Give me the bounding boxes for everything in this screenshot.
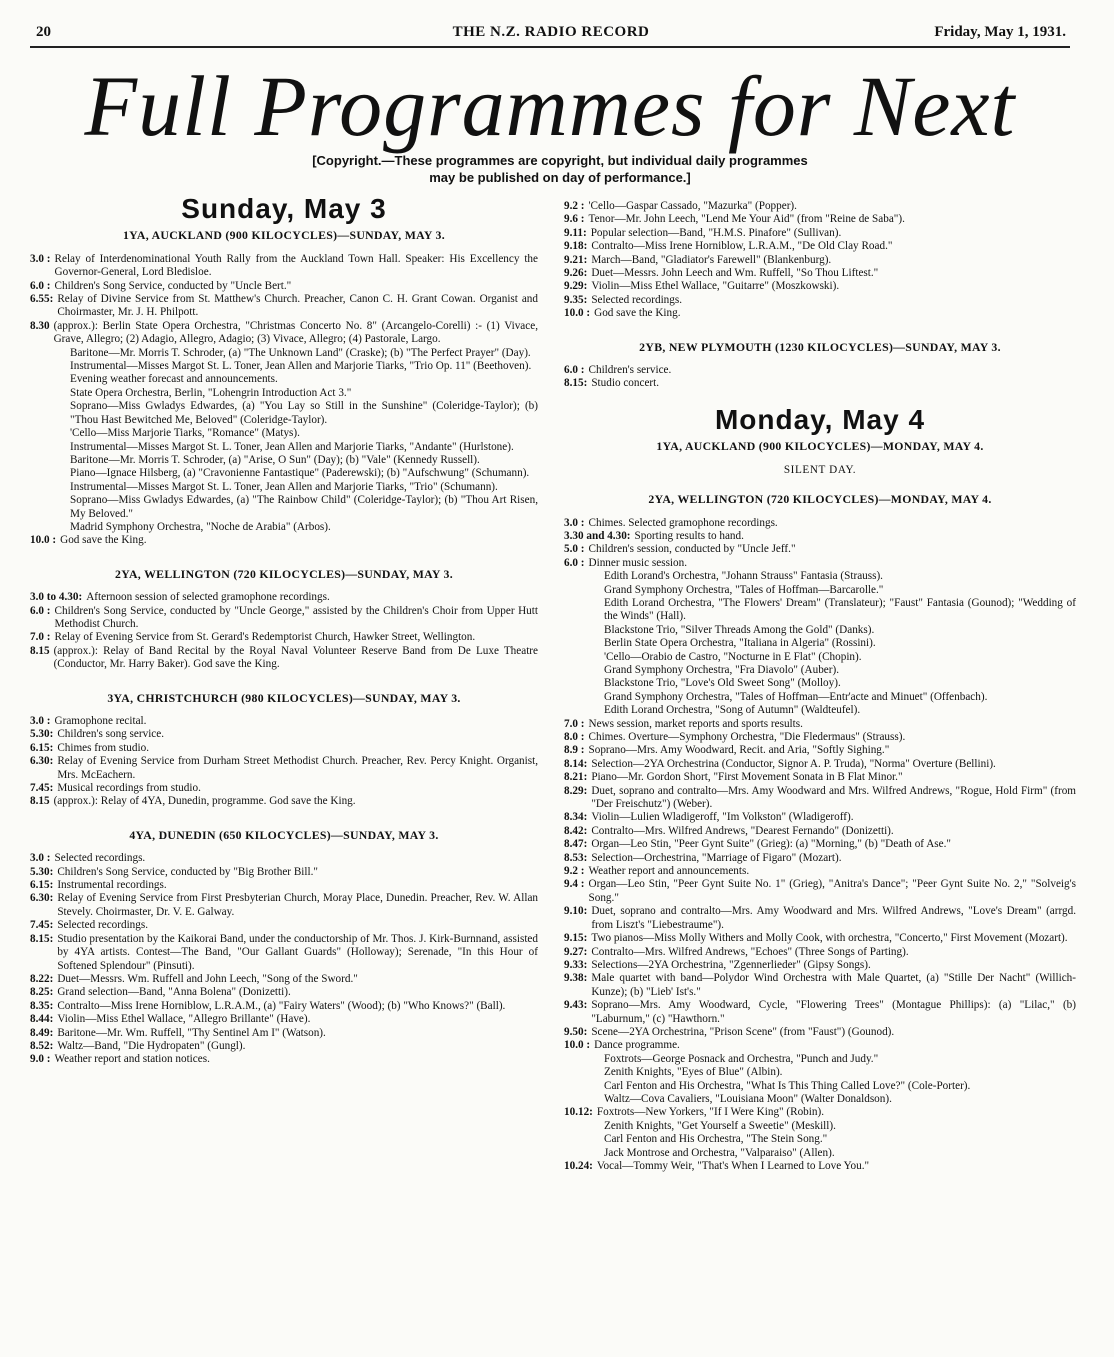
schedule-entry — [564, 1106, 1076, 1119]
entry-time: 9.50: — [564, 1025, 588, 1038]
schedule-list — [564, 718, 1076, 1053]
entry-text: Selected recordings. — [57, 919, 149, 932]
entry-time: 10.0 : — [30, 534, 57, 547]
entry-text: Chimes. Selected gramophone recordings. — [588, 516, 778, 529]
sub-item-list — [564, 570, 1076, 717]
schedule-entry — [564, 267, 1076, 280]
header-rule — [30, 46, 1070, 48]
schedule-entry — [30, 645, 538, 672]
schedule-entry — [564, 785, 1076, 812]
schedule-entry — [30, 866, 538, 879]
sub-entry: Foxtrots—George Posnack and Orchestra, "Punch and Judy." — [604, 1052, 879, 1065]
entry-time: 6.30: — [30, 892, 54, 905]
schedule-entry — [30, 293, 538, 320]
schedule-entry — [30, 1013, 538, 1026]
entry-time: 8.15: — [30, 932, 54, 945]
entry-text: 'Cello—Gaspar Cassado, "Mazurka" (Popper). — [588, 200, 797, 212]
schedule-entry — [30, 728, 538, 741]
schedule-entry — [564, 1026, 1076, 1039]
entry-text: God save the King. — [594, 307, 681, 320]
entry-text: News session, market reports and sports results. — [588, 717, 803, 730]
sub-entry: 'Cello—Orabio de Castro, "Nocturne in E Flat" (Chopin). — [604, 650, 862, 663]
schedule-entry — [564, 307, 1076, 320]
entry-text: Grand selection—Band, "Anna Bolena" (Donizetti). — [57, 986, 291, 999]
schedule-entry — [30, 933, 538, 973]
schedule-entry — [564, 865, 1076, 878]
entry-text: Studio concert. — [591, 377, 660, 390]
entry-time: 9.2 : — [564, 865, 585, 878]
sub-entry: Grand Symphony Orchestra, "Tales of Hoffman—Barcarolle." — [604, 583, 884, 596]
entry-text: Relay of Divine Service from St. Matthew's Church. Preacher, Canon C. H. Grant Cowan. Organist and Choirmaster, Mr. J. H. Philpott. — [57, 293, 538, 319]
masthead: Full Programmes for Next — [84, 58, 1016, 154]
entry-text: Studio presentation by the Kaikorai Band, under the conductorship of Mr. Thos. J. Kirk-Burnnand, assisted by 4YA artists. Contest—The Band, "Our Gallant Guards" (Holloway); Serenade, "In this Hour of Softened Splendour" (Pinsuti). — [57, 932, 538, 972]
schedule-list — [564, 1160, 1076, 1173]
entry-time: 7.0 : — [30, 631, 51, 644]
entry-text: Children's Song Service, conducted by "Big Brother Bill." — [57, 865, 318, 878]
schedule-entry — [30, 1000, 538, 1013]
schedule-list — [30, 852, 538, 1067]
entry-time: 5.30: — [30, 865, 54, 878]
sub-entry: Grand Symphony Orchestra, "Fra Diavolo" (Auber). — [604, 663, 840, 676]
sub-entry: Zenith Knights, "Get Yourself a Sweetie" (Meskill). — [604, 1119, 836, 1132]
schedule-entry — [564, 1160, 1076, 1173]
entry-text: Relay of Evening Service from St. Gerard's Redemptorist Church, Hawker Street, Wellington. — [54, 631, 476, 644]
entry-time: 8.14: — [564, 757, 588, 770]
schedule-entry — [30, 742, 538, 755]
entry-time: 6.30: — [30, 755, 54, 768]
entry-time: 6.55: — [30, 293, 54, 306]
entry-time: 9.21: — [564, 253, 588, 266]
entry-text: Children's session, conducted by "Uncle Jeff." — [588, 543, 796, 556]
entry-text: Relay of Evening Service from First Presbyterian Church, Moray Place, Dunedin. Preacher, Rev. W. Allan Stevely. Choirmaster, Dr. V. E. Galway. — [57, 892, 538, 918]
day-heading-sunday: Sunday, May 3 — [181, 193, 387, 224]
sub-entry: Soprano—Miss Gwladys Edwardes, (a) "The Rainbow Child" (Coleridge-Taylor); (b) "Thou Art Risen, My Beloved." — [70, 494, 538, 520]
entry-time: 8.0 : — [564, 731, 585, 743]
schedule-entry — [30, 986, 538, 999]
entry-time: 8.52: — [30, 1039, 54, 1052]
entry-time: 9.43: — [564, 999, 588, 1012]
entry-text: Contralto—Miss Irene Horniblow, L.R.A.M., (a) "Fairy Waters" (Wood); (b) "Who Knows?" (Ball). — [57, 999, 506, 1012]
sub-entry: Soprano—Miss Gwladys Edwardes, (a) "You Lay so Still in the Sunshine" (Coleridge-Taylor); (b) "Thou Hast Bewitched Me, Beloved" (Coleridge-Taylor). — [70, 400, 538, 426]
station-heading: 4YA, DUNEDIN (650 KILOCYCLES)—SUNDAY, MAY 3. — [129, 827, 439, 842]
entry-text: Musical recordings from studio. — [57, 782, 201, 795]
entry-text: Selection—2YA Orchestrina (Conductor, Signor A. P. Truda), "Norma" Overture (Bellini). — [591, 757, 996, 770]
entry-text: Duet—Messrs. John Leech and Wm. Ruffell, "So Thou Liftest." — [591, 267, 879, 280]
entry-time: 9.38: — [564, 972, 588, 985]
sub-entry: Instrumental—Misses Margot St. L. Toner, Jean Allen and Marjorie Tiarks, "Trio" (Schumann). — [70, 480, 498, 493]
entry-time: 8.35: — [30, 999, 54, 1012]
schedule-entry — [564, 959, 1076, 972]
entry-text: Sporting results to hand. — [634, 529, 744, 542]
entry-text: Afternoon session of selected gramophone recordings. — [86, 591, 330, 604]
schedule-entry — [564, 530, 1076, 543]
entry-text: Organ—Leo Stin, "Peer Gynt Suite No. 1" (Grieg), "Anitra's Dance"; "Peer Gynt Suite No. 2," "Solveig's Song." — [588, 878, 1076, 904]
schedule-entry — [564, 240, 1076, 253]
entry-time: 9.29: — [564, 280, 588, 293]
entry-text: Instrumental recordings. — [57, 879, 167, 892]
sub-item-list — [564, 1053, 1076, 1107]
entry-time: 9.10: — [564, 905, 588, 918]
entry-text: Relay of Evening Service from Durham Street Methodist Church. Preacher, Rev. Percy Knight. Organist, Mrs. McEachern. — [57, 755, 538, 781]
entry-time: 3.30 and 4.30: — [564, 529, 631, 542]
station-heading: 1YA, AUCKLAND (900 KILOCYCLES)—MONDAY, MAY 4. — [656, 439, 984, 454]
entry-time: 6.0 : — [564, 364, 585, 377]
schedule-entry — [30, 534, 538, 547]
schedule-entry — [564, 1039, 1076, 1052]
entry-text: Vocal—Tommy Weir, "That's When I Learned to Love You." — [596, 1160, 870, 1172]
entry-text: Waltz—Band, "Die Hydropaten" (Gungl). — [57, 1039, 246, 1052]
schedule-list — [564, 1106, 1076, 1119]
schedule-entry — [30, 1053, 538, 1066]
entry-text: Piano—Mr. Gordon Short, "First Movement Sonata in B Flat Minor." — [591, 771, 903, 784]
sub-entry: State Opera Orchestra, Berlin, "Lohengrin Introduction Act 3." — [70, 386, 352, 399]
sub-entry: Edith Lorand Orchestra, "Song of Autumn" (Waldteufel). — [604, 704, 861, 717]
entry-text: Chimes from studio. — [57, 741, 149, 754]
entry-time: 8.47: — [564, 838, 588, 851]
station-heading: 2YB, NEW PLYMOUTH (1230 KILOCYCLES)—SUNDAY, MAY 3. — [639, 339, 1001, 354]
entry-time: 5.30: — [30, 728, 54, 741]
entry-text: God save the King. — [60, 534, 147, 547]
entry-time: 8.15 — [30, 795, 50, 808]
entry-text: (approx.): Berlin State Opera Orchestra, "Christmas Concerto No. 8" (Arcangelo-Corelli) :- (1) Vivace, Grave, Allegro; (2) Adagio, Allegro, Adagio; (3) Vivace, Allegro; (4) Pastorale, Largo. — [53, 319, 538, 346]
entry-text: Scene—2YA Orchestrina, "Prison Scene" (from "Faust") (Gounod). — [591, 1025, 895, 1038]
schedule-list — [30, 253, 538, 347]
schedule-entry — [564, 758, 1076, 771]
entry-time: 8.15: — [564, 377, 588, 390]
schedule-entry — [30, 253, 538, 280]
entry-time: 8.53: — [564, 851, 588, 864]
entry-text: Duet, soprano and contralto—Mrs. Amy Woodward and Mrs. Wilfred Andrews, "Rogue, Hold Firm" (from "Der Freischutz") (Weber). — [591, 784, 1076, 811]
schedule-list — [564, 364, 1076, 391]
day-heading-monday: Monday, May 4 — [714, 403, 926, 435]
entry-time: 9.33: — [564, 958, 588, 971]
entry-time: 5.0 : — [564, 543, 585, 556]
entry-text: Selected recordings. — [54, 852, 146, 865]
schedule-entry — [564, 543, 1076, 556]
entry-text: Male quartet with band—Polydor Wind Orchestra with Male Quartet, (a) "Stille Der Nacht" (Willich-Kunze); (b) "Lieb' Ist's." — [591, 972, 1076, 998]
schedule-entry — [564, 200, 1076, 213]
entry-time: 6.0 : — [564, 556, 585, 569]
schedule-entry — [564, 932, 1076, 945]
entry-text: Contralto—Mrs. Wilfred Andrews, "Echoes" (Three Songs of Parting). — [591, 945, 909, 958]
entry-text: Violin—Miss Ethel Wallace, "Allegro Brillante" (Have). — [57, 1013, 311, 1026]
schedule-entry — [564, 946, 1076, 959]
entry-text: Weather report and station notices. — [54, 1053, 210, 1066]
sub-item-list — [30, 347, 538, 535]
schedule-entry — [564, 744, 1076, 757]
schedule-entry — [564, 771, 1076, 784]
schedule-entry — [564, 905, 1076, 932]
sub-entry: Zenith Knights, "Eyes of Blue" (Albin). — [604, 1066, 783, 1079]
entry-text: Children's song service. — [57, 728, 165, 741]
schedule-entry — [30, 973, 538, 986]
entry-time: 7.0 : — [564, 717, 585, 730]
page-number: 20 — [36, 24, 51, 40]
entry-time: 3.0 : — [30, 715, 51, 727]
entry-time: 8.25: — [30, 986, 54, 999]
entry-time: 9.26: — [564, 267, 588, 280]
silent-day-note: SILENT DAY. — [783, 463, 857, 476]
sub-entry: Blackstone Trio, "Silver Threads Among the Gold" (Danks). — [604, 623, 875, 636]
entry-time: 8.44: — [30, 1013, 54, 1026]
issue-date: Friday, May 1, 1931. — [934, 24, 1066, 40]
sub-entry: Grand Symphony Orchestra, "Tales of Hoffman—Entr'acte and Minuet" (Offenbach). — [604, 690, 988, 703]
sub-entry: Carl Fenton and His Orchestra, "The Stein Song." — [604, 1133, 828, 1146]
entry-time: 10.12: — [564, 1106, 593, 1119]
schedule-entry — [30, 919, 538, 932]
entry-text: Children's Song Service, conducted by "Uncle George," assisted by the Children's Choir from Upper Hutt Methodist Church. — [54, 604, 538, 630]
entry-time: 10.0 : — [564, 1039, 591, 1052]
entry-time: 9.35: — [564, 293, 588, 306]
entry-time: 3.0 : — [30, 852, 51, 865]
sub-entry: Baritone—Mr. Morris T. Schroder, (a) "The Unknown Land" (Craske); (b) "The Perfect Prayer" (Day). — [70, 346, 531, 359]
entry-text: Two pianos—Miss Molly Withers and Molly Cook, with orchestra, "Concerto," First Movement (Mozart). — [591, 932, 1068, 945]
publication-title: THE N.Z. RADIO RECORD — [452, 24, 650, 40]
schedule-list — [564, 200, 1076, 321]
station-heading: 3YA, CHRISTCHURCH (980 KILOCYCLES)—SUNDAY, MAY 3. — [107, 690, 461, 705]
schedule-entry — [564, 364, 1076, 377]
entry-text: Soprano—Mrs. Amy Woodward, Recit. and Aria, "Softly Sighing." — [588, 744, 890, 757]
left-column — [30, 193, 538, 1067]
entry-text: Baritone—Mr. Wm. Ruffell, "Thy Sentinel Am I" (Watson). — [57, 1026, 326, 1039]
entry-time: 9.11: — [564, 226, 587, 239]
entry-text: Selected recordings. — [591, 293, 683, 306]
entry-text: Violin—Miss Ethel Wallace, "Guitarre" (Moszkowski). — [591, 280, 840, 293]
entry-time: 9.0 : — [30, 1053, 51, 1066]
sub-item-list — [564, 1120, 1076, 1160]
sub-entry: 'Cello—Miss Marjorie Tiarks, "Romance" (Matys). — [70, 427, 300, 440]
entry-text: Gramophone recital. — [54, 715, 147, 727]
schedule-entry — [564, 825, 1076, 838]
entry-time: 9.18: — [564, 240, 588, 253]
sub-entry: Blackstone Trio, "Love's Old Sweet Song" (Molloy). — [604, 677, 841, 690]
sub-entry: Carl Fenton and His Orchestra, "What Is This Thing Called Love?" (Cole-Porter). — [604, 1079, 971, 1092]
sub-entry: Madrid Symphony Orchestra, "Noche de Arabia" (Arbos). — [70, 520, 331, 533]
station-heading: 2YA, WELLINGTON (720 KILOCYCLES)—SUNDAY, MAY 3. — [115, 566, 453, 581]
schedule-entry — [564, 999, 1076, 1026]
entry-text: Weather report and announcements. — [588, 865, 750, 878]
schedule-entry — [30, 320, 538, 347]
schedule-entry — [30, 715, 538, 728]
entry-time: 8.22: — [30, 972, 54, 985]
entry-text: Popular selection—Band, "H.M.S. Pinafore" (Sullivan). — [590, 226, 842, 239]
station-heading: 2YA, WELLINGTON (720 KILOCYCLES)—MONDAY, MAY 4. — [648, 492, 992, 507]
entry-time: 10.0 : — [564, 307, 591, 320]
entry-time: 7.45: — [30, 782, 54, 795]
entry-time: 9.6 : — [564, 213, 585, 226]
schedule-entry — [564, 878, 1076, 905]
schedule-entry — [30, 1027, 538, 1040]
entry-text: Contralto—Miss Irene Horniblow, L.R.A.M., "De Old Clay Road." — [591, 240, 893, 253]
schedule-entry — [30, 605, 538, 632]
sub-entry: Instrumental—Misses Margot St. L. Toner, Jean Allen and Marjorie Tiarks, "Trio Op. 11" (Beethoven). — [70, 360, 532, 373]
entry-time: 3.0 to 4.30: — [30, 591, 83, 604]
schedule-entry — [564, 517, 1076, 530]
entry-text: Children's service. — [588, 364, 672, 377]
schedule-entry — [30, 782, 538, 795]
schedule-entry — [30, 795, 538, 808]
sub-entry: Berlin State Opera Orchestra, "Italiana in Algeria" (Rossini). — [604, 637, 876, 650]
entry-text: Contralto—Mrs. Wilfred Andrews, "Dearest Fernando" (Donizetti). — [591, 824, 894, 837]
schedule-entry — [564, 280, 1076, 293]
schedule-entry — [564, 838, 1076, 851]
sub-entry: Waltz—Cova Cavaliers, "Louisiana Moon" (Walter Donaldson). — [604, 1092, 892, 1105]
entry-time: 7.45: — [30, 919, 54, 932]
entry-text: Dance programme. — [594, 1039, 680, 1052]
page-header — [36, 24, 1066, 44]
schedule-entry — [564, 731, 1076, 744]
right-column — [564, 200, 1076, 1173]
schedule-entry — [564, 377, 1076, 390]
schedule-list — [564, 517, 1076, 571]
entry-time: 3.0 : — [564, 516, 585, 529]
sub-entry: Evening weather forecast and announcements. — [70, 373, 278, 386]
entry-time: 8.9 : — [564, 744, 585, 757]
entry-time: 6.0 : — [30, 604, 51, 617]
entry-text: March—Band, "Gladiator's Farewell" (Blankenburg). — [591, 253, 832, 266]
schedule-entry — [564, 972, 1076, 999]
schedule-entry — [564, 811, 1076, 824]
entry-time: 8.42: — [564, 824, 588, 837]
schedule-entry — [564, 213, 1076, 226]
entry-time: 8.34: — [564, 811, 588, 824]
entry-time: 9.2 : — [564, 200, 585, 212]
sub-entry: Piano—Ignace Hilsberg, (a) "Cravonienne Fantastique" (Paderewski); (b) "Aufschwung" (Schumann). — [70, 467, 530, 480]
schedule-entry — [564, 227, 1076, 240]
schedule-entry — [30, 879, 538, 892]
sub-entry: Edith Lorand Orchestra, "The Flowers' Dream" (Translateur); "Faust" Fantasia (Gounod); "Wedding of the Winds" (Hall). — [604, 596, 1076, 623]
entry-text: Dinner music session. — [588, 556, 688, 569]
entry-time: 8.30 — [30, 319, 50, 332]
entry-text: Organ—Leo Stin, "Peer Gynt Suite" (Grieg): (a) "Morning," (b) "Death of Ase." — [591, 838, 951, 851]
entry-time: 3.0 : — [30, 252, 51, 265]
entry-time: 8.29: — [564, 784, 588, 797]
entry-time: 9.4 : — [564, 878, 585, 891]
schedule-entry — [564, 557, 1076, 570]
entry-text: Selection—Orchestrina, "Marriage of Figaro" (Mozart). — [591, 851, 842, 864]
entry-text: Children's Song Service, conducted by "Uncle Bert." — [54, 279, 292, 292]
schedule-entry — [30, 755, 538, 782]
entry-time: 8.21: — [564, 771, 588, 784]
copyright-notice: [Copyright.—These programmes are copyright, but individual daily programmes may be published on day of performance.] — [312, 153, 808, 185]
schedule-entry — [564, 718, 1076, 731]
schedule-entry — [30, 280, 538, 293]
entry-time: 6.15: — [30, 741, 54, 754]
entry-time: 8.15 — [30, 644, 50, 657]
entry-text: Selections—2YA Orchestrina, "Zgennerlieder" (Gipsy Songs). — [591, 958, 871, 971]
schedule-entry — [564, 254, 1076, 267]
schedule-entry — [30, 1040, 538, 1053]
entry-text: Duet, soprano and contralto—Mrs. Amy Woodward and Mrs. Wilfred Andrews, "Love's Dream" (arrgd. from Liszt's "Liebestraume"). — [591, 905, 1076, 931]
sub-entry: Instrumental—Misses Margot St. L. Toner, Jean Allen and Marjorie Tiarks, "Andante" (Hurlstone). — [70, 440, 514, 453]
entry-text: Relay of Interdenominational Youth Rally from the Auckland Town Hall. Speaker: His Excellency the Governor-General, Lord Bledisloe. — [54, 252, 538, 279]
schedule-entry — [30, 591, 538, 604]
entry-time: 6.0 : — [30, 279, 51, 292]
entry-text: Duet—Messrs. Wm. Ruffell and John Leech, "Song of the Sword." — [57, 972, 358, 985]
station-heading: 1YA, AUCKLAND (900 KILOCYCLES)—SUNDAY, MAY 3. — [122, 228, 445, 243]
schedule-entry — [30, 631, 538, 644]
schedule-entry — [564, 852, 1076, 865]
schedule-entry — [564, 294, 1076, 307]
entry-text: Soprano—Mrs. Amy Woodward, Cycle, "Flowering Trees" (Montague Phillips): (a) "Lilac," (b) "Laburnum," (c) "Hawthorn." — [591, 999, 1076, 1025]
entry-time: 9.27: — [564, 945, 588, 958]
entry-text: (approx.): Relay of Band Recital by the Royal Naval Volunteer Reserve Band from De Luxe Theatre (Conductor, Mr. Harry Baker). God save the King. — [53, 644, 538, 671]
entry-text: Tenor—Mr. John Leech, "Lend Me Your Aid" (from "Reine de Saba"). — [588, 213, 905, 226]
sub-entry: Edith Lorand's Orchestra, "Johann Strauss" Fantasia (Strauss). — [604, 570, 883, 583]
schedule-entry — [30, 892, 538, 919]
schedule-list — [30, 715, 538, 809]
entry-text: Violin—Lulien Wladigeroff, "Im Volkston" (Wladigeroff). — [591, 811, 854, 824]
schedule-list — [30, 591, 538, 671]
entry-time: 8.49: — [30, 1026, 54, 1039]
entry-time: 6.15: — [30, 879, 54, 892]
entry-time: 9.15: — [564, 932, 588, 945]
entry-text: Foxtrots—New Yorkers, "If I Were King" (Robin). — [596, 1106, 824, 1119]
sub-entry: Jack Montrose and Orchestra, "Valparaiso" (Allen). — [604, 1146, 835, 1159]
entry-text: (approx.): Relay of 4YA, Dunedin, programme. God save the King. — [53, 795, 356, 808]
entry-time: 10.24: — [564, 1160, 593, 1172]
schedule-entry — [30, 852, 538, 865]
entry-text: Chimes. Overture—Symphony Orchestra, "Die Fledermaus" (Strauss). — [588, 731, 906, 743]
sub-entry: Baritone—Mr. Morris T. Schroder, (a) "Arise, O Sun" (Day); (b) "Vale" (Kennedy Russell). — [70, 453, 480, 466]
